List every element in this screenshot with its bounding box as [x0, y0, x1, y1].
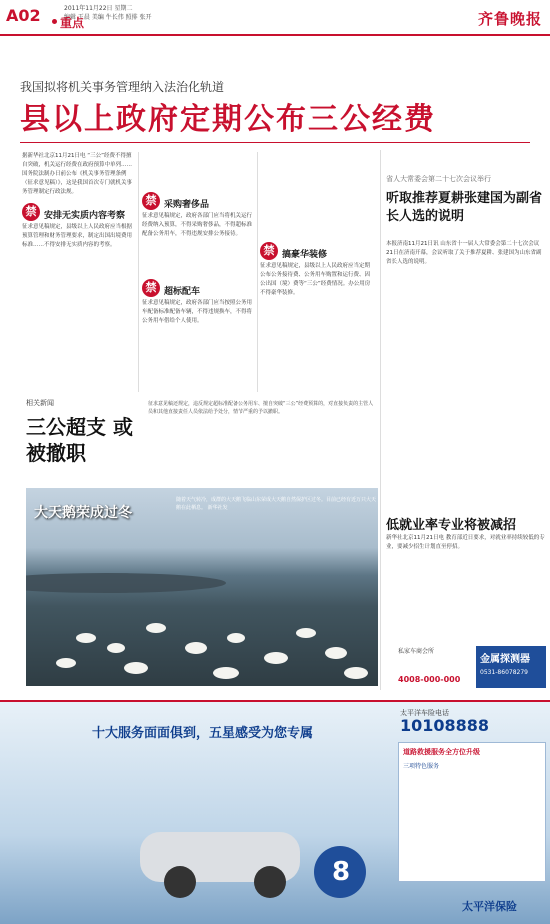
forbid-badge-icon: 禁 [142, 279, 160, 297]
ad-hotline: 10108888 [400, 716, 490, 735]
ad-car-illustration [40, 762, 380, 912]
ad-info-panel [398, 742, 546, 882]
article-paragraph: 征求意见稿规定，政府各部门应当将机关运行经费纳入预算，不得采购奢侈品，不得超标准配备公务用车，不得违规安排公务接待。 [142, 213, 253, 237]
article-column-3 [260, 152, 374, 402]
subhead: 采购奢侈品 [164, 200, 210, 210]
subhead-row [142, 279, 256, 299]
subhead: 安排无实质内容考察 [44, 211, 126, 221]
swan-photo [26, 488, 378, 686]
right-article-body-2: 新华社北京11月21日电 教育部近日要求，对就业率持续较低的专业，要减少招生计划直至停招。 [386, 535, 545, 550]
right-headline-2: 低就业率专业将被减招 [386, 518, 517, 533]
article-paragraph: 据新华社北京11月21日电 “三公”经费不得擅自突破，机关运行经费在政府预算中单列……国务院法制办日前公布《机关事务管理条例（征求意见稿）》，这是我国首次专门就机关事务管理制定行政法规。 [22, 153, 133, 195]
column-divider [380, 150, 381, 690]
right-headline: 听取推荐夏耕张建国为副省长人选的说明 [386, 191, 543, 224]
detector-title: 金属探测器 [480, 654, 530, 665]
right-article-body: 本报济南11月21日讯 山东省十一届人大常委会第二十七次会议21日在济南开幕，会议听取了关于推荐夏耕、张建国为山东省副省长人选的说明。 [386, 241, 542, 265]
article-column-1 [22, 152, 134, 402]
article-paragraph: 征求意见稿规定，县级以上人民政府应当根据预算管理和财务管理要求，制定出国出境费用标准……不得安排无实质内容的考察。 [22, 224, 133, 248]
article-headline: 县以上政府定期公布三公经费 [20, 102, 436, 137]
masthead [0, 0, 550, 36]
detector-phone: 0531-86078279 [480, 669, 528, 676]
ad-panel-item: 三项特色服务 [403, 763, 440, 770]
ad-hotline-label: 太平洋车险电话 [400, 709, 449, 717]
service-label: 私家车商会所 [398, 648, 435, 655]
column-divider [138, 152, 139, 392]
date-text: 2011年11月22日 星期二 [64, 5, 133, 12]
subhead-row [142, 192, 256, 212]
forbid-badge-icon: 禁 [22, 203, 40, 221]
detector-promo [476, 646, 546, 688]
swan-flock [56, 623, 368, 679]
related-title: 三公超支 或被撤职 [26, 415, 133, 465]
column-divider [257, 152, 258, 392]
section-dot-icon [52, 19, 57, 24]
page-number: A02 [6, 6, 41, 25]
related-tag: 相关新闻 [26, 399, 54, 407]
editors-text: 编辑 王晨 美编 牛长伟 照排 张开 [64, 14, 152, 21]
subhead-row [22, 203, 134, 223]
article-paragraph: 征求意见稿规定，县级以上人民政府应当定期公布公务接待费、公务用车购置和运行费、因公出国（境）费等“三公”经费情况。办公用房不得豪华装修。 [260, 263, 371, 296]
service-hotline: 4008-000-000 [398, 675, 461, 684]
ad-brand: 太平洋保险 [462, 900, 517, 913]
ad-slogan: 十大服务面面俱到，五星感受为您专属 [92, 726, 314, 741]
article-column-2 [142, 152, 256, 402]
photo-title: 大天鹅荣成过冬 [34, 505, 132, 521]
subhead-row [260, 242, 374, 262]
svg-text:8: 8 [332, 857, 351, 887]
service-promo [398, 646, 470, 688]
forbid-badge-icon: 禁 [142, 192, 160, 210]
forbid-badge-icon: 禁 [260, 242, 278, 260]
article-paragraph: 征求意见稿规定，政府各部门应当按照公务用车配备标准配备车辆，不得违规换车，不得将公务用车借给个人使用。 [142, 300, 253, 324]
article-kicker: 我国拟将机关事务管理纳入法治化轨道 [20, 80, 225, 94]
section-label: 重点 [60, 16, 85, 30]
subhead: 超标配车 [164, 287, 201, 297]
paper-logo: 齐鲁晚报 [477, 10, 542, 28]
right-kicker: 省人大常委会第二十七次会议举行 [386, 175, 491, 183]
subhead: 搞豪华装修 [282, 250, 328, 260]
photo-caption: 随着天气转冷，成群的大天鹅飞临山东荣成大天鹅自然保护区过冬。目前已经有近万只大天鹅在此栖息。 新华社发 [176, 497, 377, 511]
related-body: 征求意见稿还规定，违反规定超标准配备公务用车、擅自突破“三公”经费预算的，对直接负责的主管人员和其他直接责任人员依法给予处分，情节严重的予以撤职。 [148, 401, 374, 415]
headline-rule [20, 142, 530, 143]
ad-panel-title: 道路救援服务全方位升级 [403, 748, 480, 756]
insurance-ad [0, 700, 550, 924]
